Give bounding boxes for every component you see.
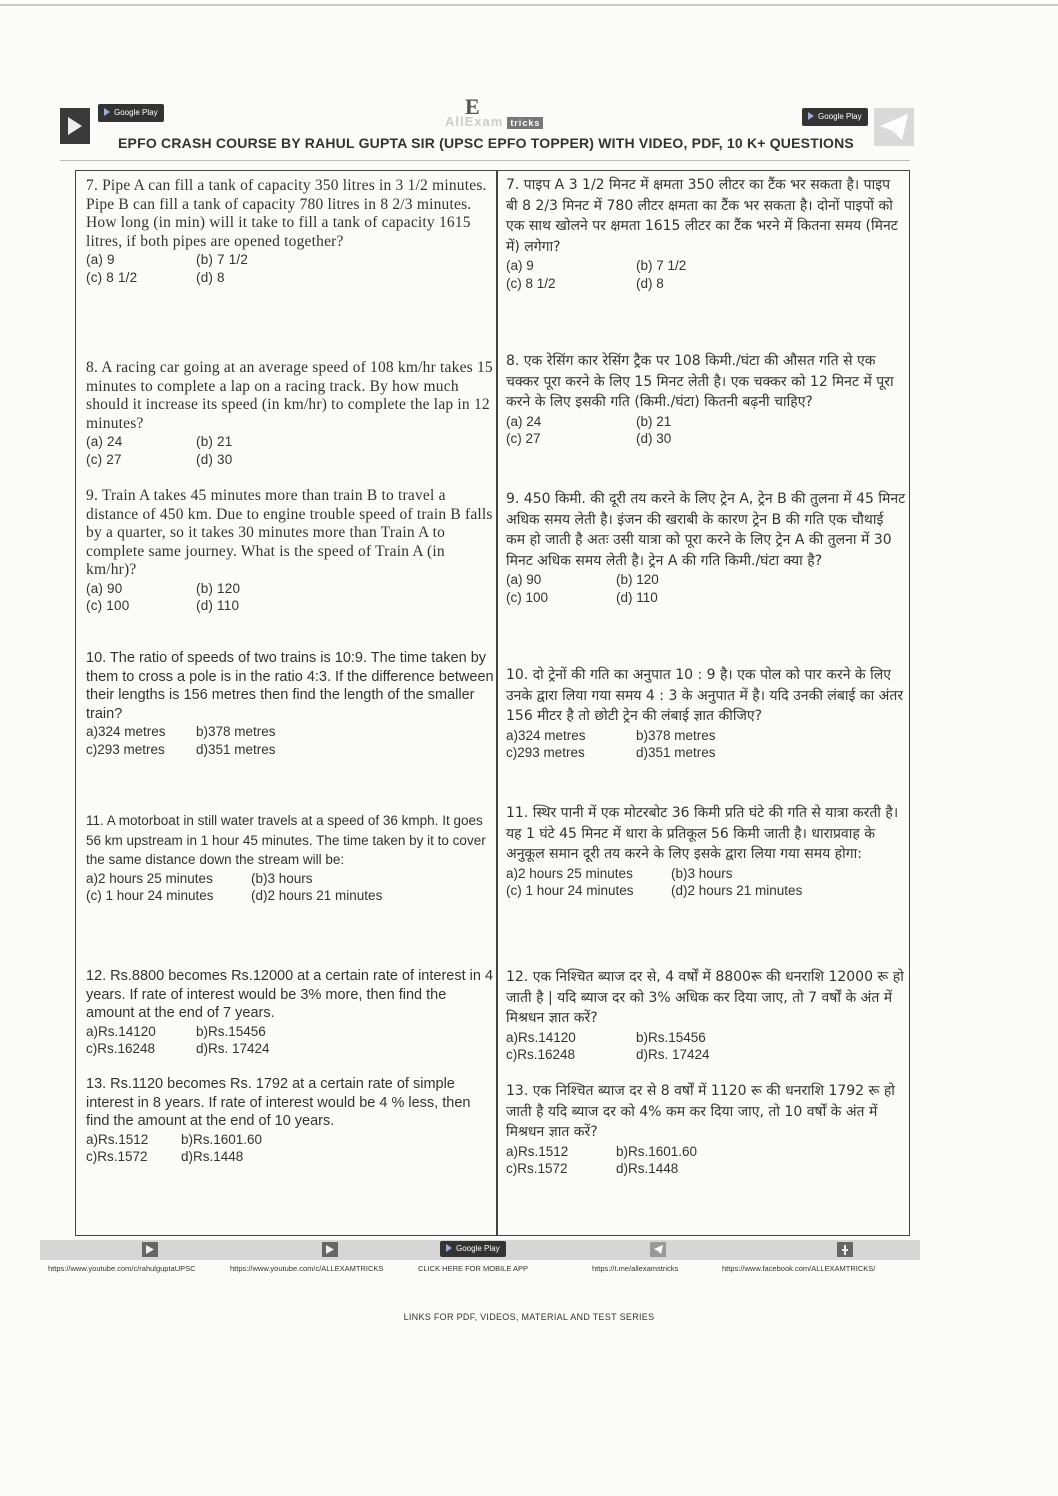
question-text: 13. एक निश्चित ब्याज दर से 8 वर्षों में 1120 रू की धनराशि 1792 रू हो जाती है यदि ब्याज दर को 4% कम कर दिया जाए, तो 10 वर्षों के अंत में मिश्रधन ज्ञात करें? bbox=[506, 1083, 895, 1140]
question-8-hi bbox=[506, 351, 906, 448]
page-top-edge bbox=[0, 4, 1058, 6]
option-d: d)Rs.1448 bbox=[181, 1149, 244, 1164]
question-13-en bbox=[86, 1075, 496, 1166]
option-b: (b) 120 bbox=[616, 572, 659, 587]
question-11-en bbox=[86, 811, 496, 905]
option-a: (a) 24 bbox=[86, 434, 123, 449]
option-c: (c) 1 hour 24 minutes bbox=[86, 888, 214, 903]
logo-text: AllExam bbox=[445, 114, 504, 129]
question-7-hi bbox=[506, 175, 906, 292]
question-8-en bbox=[86, 359, 496, 468]
option-d: (d) 110 bbox=[196, 598, 240, 613]
option-a: (a) 9 bbox=[506, 258, 534, 273]
option-b: (b) 120 bbox=[196, 580, 241, 596]
question-text: 7. Pipe A can fill a tank of capacity 350 litres in 3 1/2 minutes. Pipe B can fill a tank of capacity 780 litres in 8 2/3 minutes. How long (in min) will it take to fill a tank of capacity 1615 litres, if both pipes are opened together? bbox=[86, 177, 487, 250]
telegram-icon[interactable] bbox=[650, 1242, 666, 1257]
option-d: d)351 metres bbox=[196, 741, 276, 757]
footer-links-bar bbox=[40, 1240, 920, 1280]
option-a: a)324 metres bbox=[86, 724, 166, 739]
question-9-hi bbox=[506, 489, 906, 606]
option-b: b)Rs.15456 bbox=[636, 1029, 706, 1045]
question-12-hi bbox=[506, 967, 906, 1064]
option-d: d)Rs.1448 bbox=[616, 1161, 679, 1176]
option-d: d)Rs. 17424 bbox=[636, 1047, 710, 1062]
option-b: (b)3 hours bbox=[671, 865, 733, 881]
question-7-en bbox=[86, 177, 496, 286]
option-c: (c) 27 bbox=[86, 451, 122, 467]
option-b: (b) 7 1/2 bbox=[636, 258, 687, 273]
header-banner bbox=[60, 94, 910, 161]
youtube-play-icon[interactable] bbox=[322, 1242, 338, 1257]
question-11-hi bbox=[506, 803, 906, 900]
footer-link-row bbox=[40, 1264, 920, 1278]
mobile-app-link[interactable]: CLICK HERE FOR MOBILE APP bbox=[418, 1264, 529, 1273]
question-text: 9. Train A takes 45 minutes more than train B to travel a distance of 450 km. Due to engine trouble speed of train B falls by a quarter, so it takes 30 minutes more than Train A to complete same journey. What is the speed of Train A (in km/hr)? bbox=[86, 487, 493, 578]
option-c: (c) 8 1/2 bbox=[86, 269, 138, 285]
option-c: c)Rs.1572 bbox=[506, 1161, 568, 1176]
option-b: (b)3 hours bbox=[251, 870, 313, 886]
option-d: (d) 30 bbox=[196, 451, 233, 467]
question-text: 10. The ratio of speeds of two trains is 10:9. The time taken by them to cross a pole is in the ratio 4:3. If the difference between their lengths is 156 metres then find the length of the smaller train? bbox=[86, 650, 494, 722]
option-a: (a) 90 bbox=[506, 572, 542, 587]
page-title: EPFO CRASH COURSE BY RAHUL GUPTA SIR (UPSC EPFO TOPPER) WITH VIDEO, PDF, 10 K+ QUESTIONS bbox=[118, 135, 854, 151]
option-b: (b) 21 bbox=[196, 434, 233, 449]
option-d: d)351 metres bbox=[636, 745, 716, 760]
google-play-icon bbox=[808, 112, 814, 120]
facebook-link[interactable]: https://www.facebook.com/ALLEXAMTRICKS/ bbox=[722, 1264, 876, 1273]
option-b: (b) 7 1/2 bbox=[196, 252, 249, 267]
logo-word bbox=[445, 114, 543, 129]
bottom-caption: LINKS FOR PDF, VIDEOS, MATERIAL AND TEST SERIES bbox=[403, 1312, 655, 1322]
option-d: (d) 8 bbox=[196, 269, 225, 285]
column-divider bbox=[496, 171, 498, 1235]
google-play-badge-right[interactable]: Google Play bbox=[802, 108, 868, 126]
option-d: (d)2 hours 21 minutes bbox=[671, 883, 803, 898]
option-b: (b) 21 bbox=[636, 413, 672, 429]
option-c: (c) 8 1/2 bbox=[506, 275, 556, 291]
option-d: (d) 110 bbox=[616, 589, 658, 605]
telegram-link[interactable]: https://t.me/allexamstricks bbox=[592, 1264, 679, 1273]
option-a: a)2 hours 25 minutes bbox=[506, 865, 633, 881]
question-13-hi bbox=[506, 1081, 906, 1178]
option-a: (a) 90 bbox=[86, 580, 123, 596]
option-b: b)378 metres bbox=[196, 724, 276, 739]
google-play-badge-footer[interactable]: Google Play bbox=[440, 1241, 506, 1257]
option-b: b)378 metres bbox=[636, 727, 716, 743]
logo-tag: tricks bbox=[507, 117, 543, 129]
question-text: 12. Rs.8800 becomes Rs.12000 at a certain rate of interest in 4 years. If rate of interest would be 3% more, then find the amount at the end of 7 years. bbox=[86, 968, 494, 1021]
question-text: 9. 450 किमी. की दूरी तय करने के लिए ट्रेन A, ट्रेन B की तुलना में 45 मिनट अधिक समय लेती है। इंजन की खराबी के कारण ट्रेन B की गति एक चौथाई कम हो जाती है अतः उसी यात्रा को पूरा करने के लिए ट्रेन A की तुलना में 30 मिनट अधिक समय लेती है। ट्रेन A की गति किमी./घंटा क्या है? bbox=[506, 491, 906, 569]
option-d: (d)2 hours 21 minutes bbox=[251, 888, 383, 903]
option-c: (c) 100 bbox=[86, 598, 130, 613]
youtube-link-allexam[interactable]: https://www.youtube.com/c/ALLEXAMTRICKS bbox=[230, 1264, 384, 1273]
question-text: 11. स्थिर पानी में एक मोटरबोट 36 किमी प्रति घंटे की गति से यात्रा करती है। यह 1 घंटे 45 मिनट में धारा के प्रतिकूल 56 किमी जाती है। धाराप्रवाह के अनुकूल समान दूरी तय करने के लिए इसके द्वारा लिया गया समय होगा: bbox=[506, 805, 899, 862]
facebook-icon[interactable] bbox=[837, 1242, 853, 1257]
question-text: 10. दो ट्रेनों की गति का अनुपात 10 : 9 है। एक पोल को पार करने के लिए उनके द्वारा लिया गया समय 4 : 3 के अनुपात में है। यदि उनकी लंबाई का अंतर 156 मीटर है तो छोटी ट्रेन की लंबाई ज्ञात कीजिए? bbox=[506, 667, 904, 724]
question-10-en bbox=[86, 649, 496, 758]
question-text: 8. A racing car going at an average speed of 108 km/hr takes 15 minutes to complete a lap on a racing track. By how much should it increase its speed (in km/hr) to complete the lap in 12 minutes? bbox=[86, 359, 493, 432]
option-a: a)324 metres bbox=[506, 727, 586, 743]
question-table bbox=[75, 170, 910, 1236]
option-a: (a) 24 bbox=[506, 413, 542, 429]
logo-letter: E bbox=[465, 94, 480, 119]
option-c: (c) 27 bbox=[506, 431, 541, 446]
option-b: b)Rs.1601.60 bbox=[181, 1131, 263, 1147]
youtube-link-rahul[interactable]: https://www.youtube.com/c/rahulguptaUPSC bbox=[48, 1264, 196, 1273]
option-c: (c) 1 hour 24 minutes bbox=[506, 883, 634, 898]
question-9-en bbox=[86, 487, 496, 615]
option-c: c)Rs.16248 bbox=[506, 1047, 576, 1062]
youtube-play-icon[interactable] bbox=[142, 1242, 158, 1257]
question-text: 12. एक निश्चित ब्याज दर से, 4 वर्षों में 8800रू की धनराशि 12000 रू हो जाती है | यदि ब्याज दर को 3% अधिक कर दिया जाए, तो 7 वर्षों के अंत में मिश्रधन ज्ञात करें? bbox=[506, 969, 904, 1026]
question-text: 8. एक रेसिंग कार रेसिंग ट्रैक पर 108 किमी./घंटा की औसत गति से एक चक्कर पूरा करने के लिए 15 मिनट लेती है। एक चक्कर को 12 मिनट में पूरा करने के लिए इसकी गति (किमी./घंटा) कितनी बढ़नी चाहिए? bbox=[506, 353, 894, 410]
option-c: c)Rs.1572 bbox=[86, 1149, 148, 1164]
option-b: b)Rs.15456 bbox=[196, 1023, 266, 1039]
option-c: c)Rs.16248 bbox=[86, 1041, 156, 1056]
option-b: b)Rs.1601.60 bbox=[616, 1143, 698, 1159]
telegram-icon[interactable] bbox=[874, 108, 914, 146]
option-c: c)293 metres bbox=[86, 741, 165, 757]
option-d: d)Rs. 17424 bbox=[196, 1041, 270, 1056]
option-a: a)Rs.14120 bbox=[506, 1029, 576, 1045]
option-d: (d) 8 bbox=[636, 275, 664, 291]
google-play-icon bbox=[446, 1244, 452, 1252]
question-text: 7. पाइप A 3 1/2 मिनट में क्षमता 350 लीटर का टैंक भर सकता है। पाइप बी 8 2/3 मिनट में 780 लीटर क्षमता का टैंक भर सकता है। दोनों पाइपों को एक साथ खोलने पर क्षमता 1615 लीटर का टैंक भरने में कितना समय (मिनट में) लगेगा? bbox=[506, 177, 898, 255]
option-c: c)293 metres bbox=[506, 745, 585, 760]
option-a: a)Rs.1512 bbox=[506, 1143, 569, 1159]
question-text: 11. A motorboat in still water travels at a speed of 36 kmph. It goes 56 km upstream in 1 hour 45 minutes. The time taken by it to cover the same distance down the stream will be: bbox=[86, 813, 486, 867]
google-play-icon bbox=[104, 108, 110, 116]
option-a: a)Rs.1512 bbox=[86, 1131, 149, 1147]
option-a: a)Rs.14120 bbox=[86, 1023, 156, 1039]
question-10-hi bbox=[506, 665, 906, 762]
question-text: 13. Rs.1120 becomes Rs. 1792 at a certain rate of simple interest in 8 years. If rate of interest would be 4 % less, then find the amount at the end of 10 years. bbox=[86, 1076, 471, 1129]
option-a: a)2 hours 25 minutes bbox=[86, 870, 213, 886]
question-12-en bbox=[86, 967, 496, 1058]
option-a: (a) 9 bbox=[86, 252, 115, 267]
option-d: (d) 30 bbox=[636, 431, 672, 446]
google-play-badge-left[interactable]: Google Play bbox=[98, 104, 164, 122]
option-c: (c) 100 bbox=[506, 589, 549, 605]
